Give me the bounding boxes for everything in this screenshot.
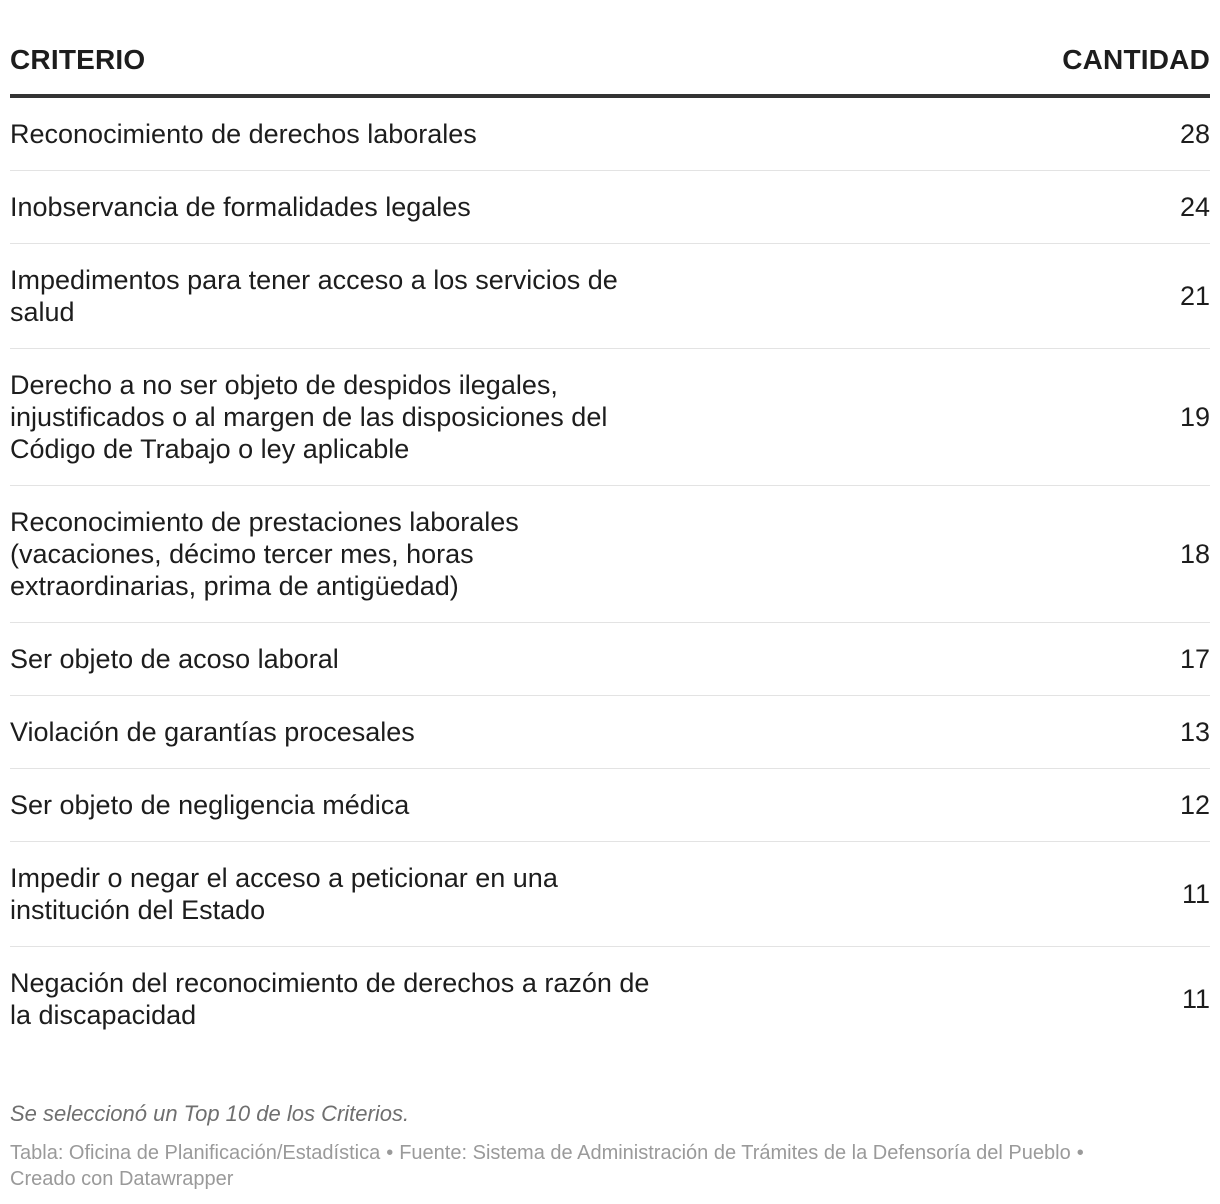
criterio-cell: Ser objeto de negligencia médica <box>10 790 410 820</box>
footer-separator: • <box>386 1142 394 1164</box>
table-row <box>10 349 1210 486</box>
cantidad-cell: 12 <box>1179 790 1210 820</box>
cantidad-cell: 18 <box>1179 539 1210 569</box>
cantidad-cell: 19 <box>1179 402 1210 432</box>
cantidad-cell: 13 <box>1179 717 1210 747</box>
criterio-cell: Reconocimiento de prestaciones laborales (vacaciones, décimo tercer mes, horas extraordinarias, prima de antigüedad) <box>10 507 519 601</box>
cantidad-cell: 11 <box>1181 984 1210 1014</box>
table-row <box>10 842 1210 947</box>
header-cantidad[interactable]: CANTIDAD <box>1062 44 1210 75</box>
criterio-cell: Ser objeto de acoso laboral <box>10 644 339 674</box>
table-notes: Se seleccionó un Top 10 de los Criterios. <box>10 1101 410 1126</box>
data-table <box>10 0 1210 1051</box>
header-criterio[interactable]: CRITERIO <box>10 44 146 75</box>
criterio-cell: Reconocimiento de derechos laborales <box>10 119 477 149</box>
table-header <box>10 0 1210 98</box>
table-row <box>10 171 1210 244</box>
footer-fuente: Fuente: Sistema de Administración de Trámites de la Defensoría del Pueblo <box>399 1142 1071 1164</box>
criterio-cell: Derecho a no ser objeto de despidos ilegales, injustificados o al margen de las disposiciones del Código de Trabajo o ley aplicable <box>10 370 608 464</box>
criterio-cell: Impedimentos para tener acceso a los servicios de salud <box>10 265 618 327</box>
cantidad-cell: 28 <box>1179 119 1210 149</box>
table-row <box>10 623 1210 696</box>
criterio-cell: Inobservancia de formalidades legales <box>10 192 471 222</box>
footer-separator: • <box>1076 1142 1084 1164</box>
cantidad-cell: 17 <box>1179 644 1210 674</box>
table-row <box>10 98 1210 171</box>
cantidad-cell: 24 <box>1179 192 1210 222</box>
table-footer <box>10 1140 1210 1192</box>
table-row <box>10 947 1210 1051</box>
criterio-cell: Violación de garantías procesales <box>10 717 415 747</box>
criterio-cell: Negación del reconocimiento de derechos a razón de la discapacidad <box>10 968 650 1030</box>
table-row <box>10 696 1210 769</box>
table-row <box>10 486 1210 623</box>
cantidad-cell: 21 <box>1179 281 1210 311</box>
cantidad-cell: 11 <box>1181 879 1210 909</box>
table-row <box>10 769 1210 842</box>
criterio-cell: Impedir o negar el acceso a peticionar en una institución del Estado <box>10 863 558 925</box>
footer-tabla: Tabla: Oficina de Planificación/Estadística <box>10 1142 381 1164</box>
table-row <box>10 244 1210 349</box>
footer-creado: Creado con Datawrapper <box>10 1168 234 1190</box>
table-body <box>10 98 1210 1051</box>
